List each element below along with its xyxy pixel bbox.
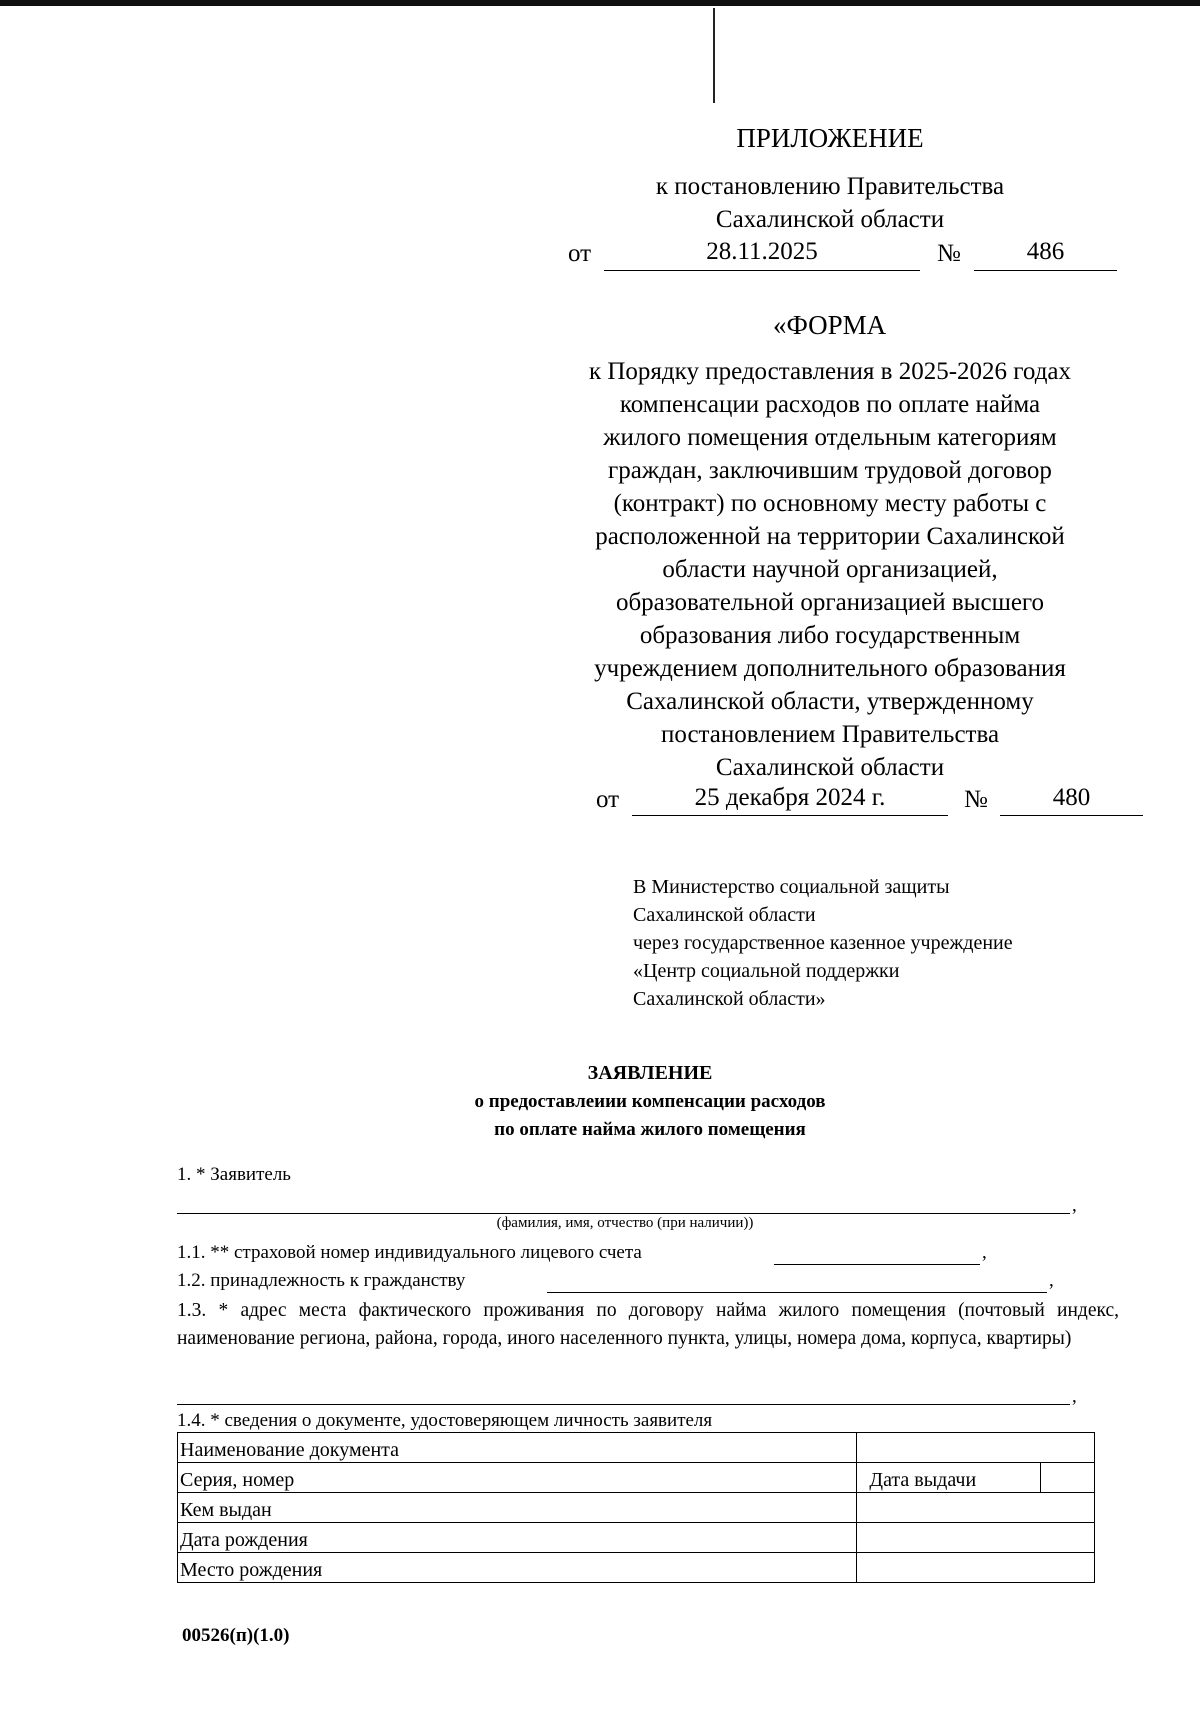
form-line: компенсации расходов по оплате найма [619, 391, 1041, 418]
appendix-line-1: к постановлению Правительства [655, 173, 1005, 200]
birth-date-value[interactable] [857, 1523, 1095, 1553]
birth-date-label: Дата рождения [178, 1523, 857, 1553]
statement-title: ЗАЯВЛЕНИЕ [587, 1062, 713, 1084]
snils-comma: , [982, 1242, 987, 1263]
form-line: области научной организацией, [662, 556, 998, 583]
form-line: образования либо государственным [639, 622, 1021, 649]
issue-date-value[interactable] [1040, 1463, 1094, 1493]
appendix-number: 486 [1026, 238, 1065, 265]
statement-subtitle-2: по оплате найма жилого помещения [494, 1119, 806, 1140]
doc-name-value[interactable] [857, 1433, 1095, 1463]
addressee-line: Сахалинской области [633, 904, 816, 926]
issued-by-value[interactable] [857, 1493, 1095, 1523]
appendix-number-underline [974, 270, 1117, 271]
snils-label: 1.1. ** страховой номер индивидуального лицевого счета [177, 1242, 642, 1263]
form-line: образовательной организацией высшего [615, 589, 1045, 616]
table-row [178, 1433, 1095, 1463]
table-row [178, 1553, 1095, 1583]
form-date: 25 декабря 2024 г. [694, 784, 886, 811]
doc-name-label: Наименование документа [178, 1433, 857, 1463]
appendix-title: ПРИЛОЖЕНИЕ [736, 123, 924, 153]
form-line: граждан, заключившим трудовой договор [608, 457, 1052, 484]
snils-line[interactable] [774, 1264, 980, 1265]
citizenship-label: 1.2. принадлежность к гражданству [177, 1270, 466, 1291]
form-number-label: № [964, 786, 988, 813]
appendix-from-label: от [568, 240, 592, 267]
form-line: постановлением Правительства [660, 721, 1000, 748]
applicant-name-line[interactable] [177, 1213, 1070, 1214]
birth-place-value[interactable] [857, 1553, 1095, 1583]
table-row [178, 1493, 1095, 1523]
form-line: Сахалинской области [715, 754, 945, 781]
form-code: 00526(п)(1.0) [182, 1625, 290, 1646]
form-line: жилого помещения отдельным категориям [603, 424, 1057, 451]
statement-subtitle-1: о предоставлеиии компенсации расходов [474, 1091, 826, 1112]
address-label: 1.3. * адрес места фактического проживания по договору найма жилого помещения (почтовый индекс, наименование региона, района, города, иного населенного пункта, улицы, номера дома, корпуса, квартиры) [177, 1300, 1119, 1349]
id-document-table [177, 1432, 1095, 1583]
form-line: (контракт) по основному месту работы с [613, 490, 1047, 517]
addressee-line: через государственное казенное учреждение [633, 932, 1013, 954]
issued-by-label: Кем выдан [178, 1493, 857, 1523]
id-document-label: 1.4. * сведения о документе, удостоверяющем личность заявителя [177, 1410, 713, 1431]
form-number-underline [1000, 815, 1143, 816]
citizenship-line[interactable] [547, 1292, 1047, 1293]
scan-top-border [0, 0, 1200, 6]
address-comma: , [1072, 1386, 1077, 1407]
form-from-label: от [596, 786, 620, 813]
addressee-line: Сахалинской области» [633, 988, 826, 1010]
table-row [178, 1463, 1095, 1493]
addressee-line: В Министерство социальной защиты [633, 876, 950, 898]
form-line: расположенной на территории Сахалинской [595, 523, 1065, 550]
birth-place-label: Место рождения [178, 1553, 857, 1583]
form-line: к Порядку предоставления в 2025-2026 годах [588, 358, 1072, 385]
form-date-underline [632, 815, 948, 816]
appendix-date-underline [604, 270, 920, 271]
scan-artifact-line [713, 8, 715, 103]
citizenship-comma: , [1049, 1270, 1054, 1291]
name-hint: (фамилия, имя, отчество (при наличии)) [496, 1215, 754, 1231]
appendix-date: 28.11.2025 [706, 238, 818, 265]
form-line: учреждением дополнительного образования [594, 655, 1066, 682]
series-number-label: Серия, номер [178, 1463, 857, 1493]
form-line: Сахалинской области, утвержденному [626, 688, 1034, 715]
appendix-number-label: № [937, 240, 961, 267]
address-line[interactable] [177, 1404, 1070, 1405]
appendix-line-2: Сахалинской области [715, 206, 945, 233]
applicant-comma: , [1072, 1195, 1077, 1216]
issue-date-label: Дата выдачи [857, 1463, 1040, 1493]
addressee-line: «Центр социальной поддержки [633, 960, 900, 982]
applicant-label: 1. * Заявитель [177, 1164, 291, 1185]
form-number: 480 [1052, 784, 1091, 811]
table-row [178, 1523, 1095, 1553]
form-title: «ФОРМА [773, 310, 887, 340]
